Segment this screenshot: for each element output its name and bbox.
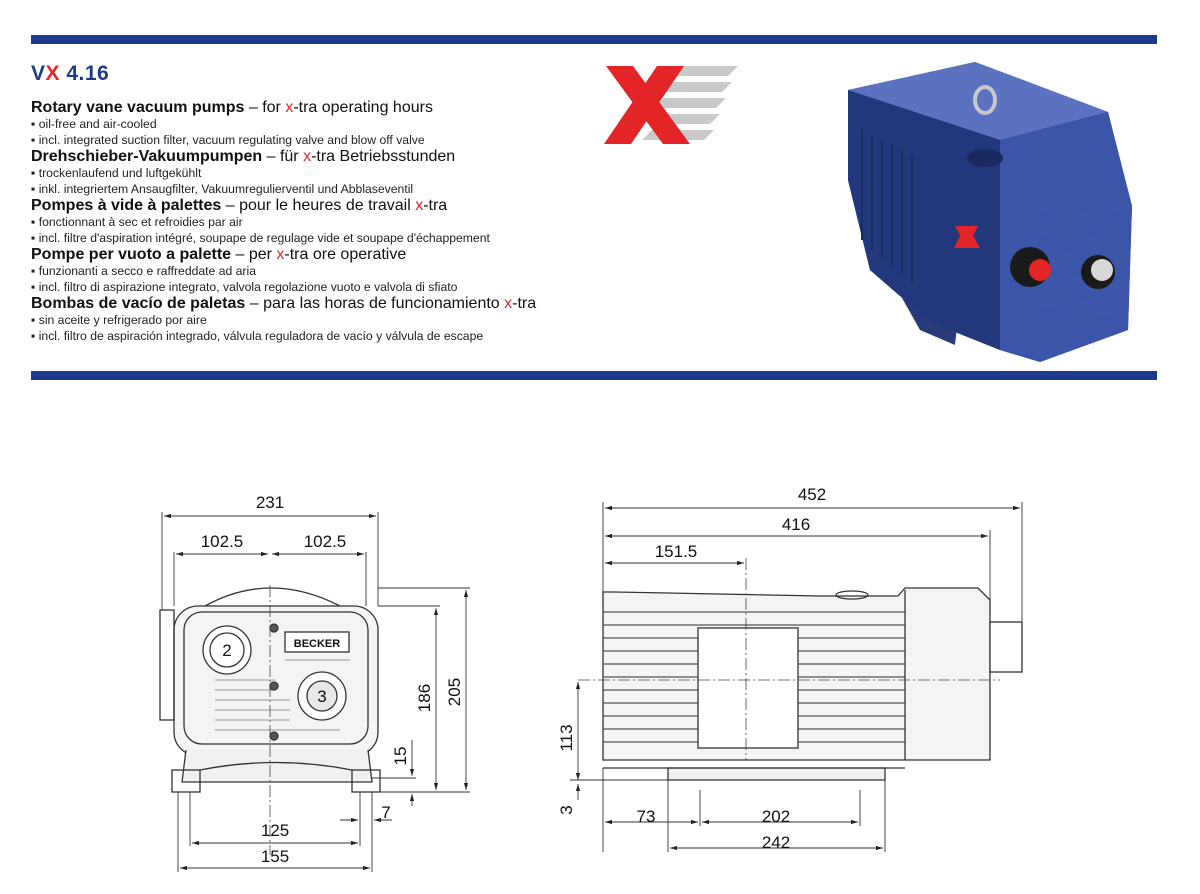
- bullet: ▪ oil-free and air-cooled: [31, 116, 631, 132]
- dim-113: 113: [557, 724, 576, 752]
- dim-7: 7: [381, 803, 391, 822]
- dim-15: 15: [391, 746, 410, 766]
- bullet: ▪ trockenlaufend und luftgekühlt: [31, 165, 631, 181]
- dim-205: 205: [445, 677, 464, 707]
- brand-label: BECKER: [293, 638, 341, 650]
- port-2-label: 2: [222, 641, 232, 660]
- dim-73: 73: [636, 807, 656, 826]
- dim-416: 416: [781, 515, 811, 534]
- dim-102-5-right: 102.5: [303, 532, 347, 551]
- dim-151-5: 151.5: [654, 542, 698, 561]
- port-3-label: 3: [317, 687, 327, 706]
- lang-heading: Pompes à vide à palettes – pour le heures de travail x-tra: [31, 197, 448, 214]
- side-view: [603, 588, 1022, 780]
- dim-202: 202: [761, 807, 791, 826]
- dim-3: 3: [557, 805, 576, 815]
- lang-heading: Pompe per vuoto a palette – per x-tra ore operative: [31, 246, 407, 263]
- dim-231: 231: [255, 493, 285, 512]
- bullet: ▪ inkl. integriertem Ansaugfilter, Vakuumregulierventil und Abblaseventil: [31, 181, 631, 197]
- bullet: ▪ fonctionnant à sec et refroidies par air: [31, 214, 631, 230]
- dim-242: 242: [761, 833, 791, 852]
- bullet: ▪ funzionanti a secco e raffreddate ad aria: [31, 263, 631, 279]
- bullet: ▪ incl. filtre d'aspiration intégré, soupape de regulage vide et soupape d'échappement: [31, 230, 631, 246]
- dim-155: 155: [260, 847, 290, 866]
- model-title: VX 4.16: [31, 62, 110, 85]
- lang-heading: Bombas de vacío de paletas – para las horas de funcionamiento x-tra: [31, 295, 537, 312]
- dim-125: 125: [260, 821, 290, 840]
- dim-452: 452: [797, 485, 827, 504]
- bullet: ▪ incl. filtro de aspiración integrado, válvula reguladora de vacío y válvula de escape: [31, 328, 631, 344]
- dim-102-5-left: 102.5: [200, 532, 244, 551]
- bullet: ▪ incl. integrated suction filter, vacuum regulating valve and blow off valve: [31, 132, 631, 148]
- bullet: ▪ incl. filtro di aspirazione integrato, valvola regolazione vuoto e valvola di sfiato: [31, 279, 631, 295]
- dim-186: 186: [415, 683, 434, 713]
- lang-heading: Rotary vane vacuum pumps – for x-tra operating hours: [31, 99, 433, 116]
- bullet: ▪ sin aceite y refrigerado por aire: [31, 312, 631, 328]
- lang-heading: Drehschieber-Vakuumpumpen – für x-tra Betriebsstunden: [31, 148, 456, 165]
